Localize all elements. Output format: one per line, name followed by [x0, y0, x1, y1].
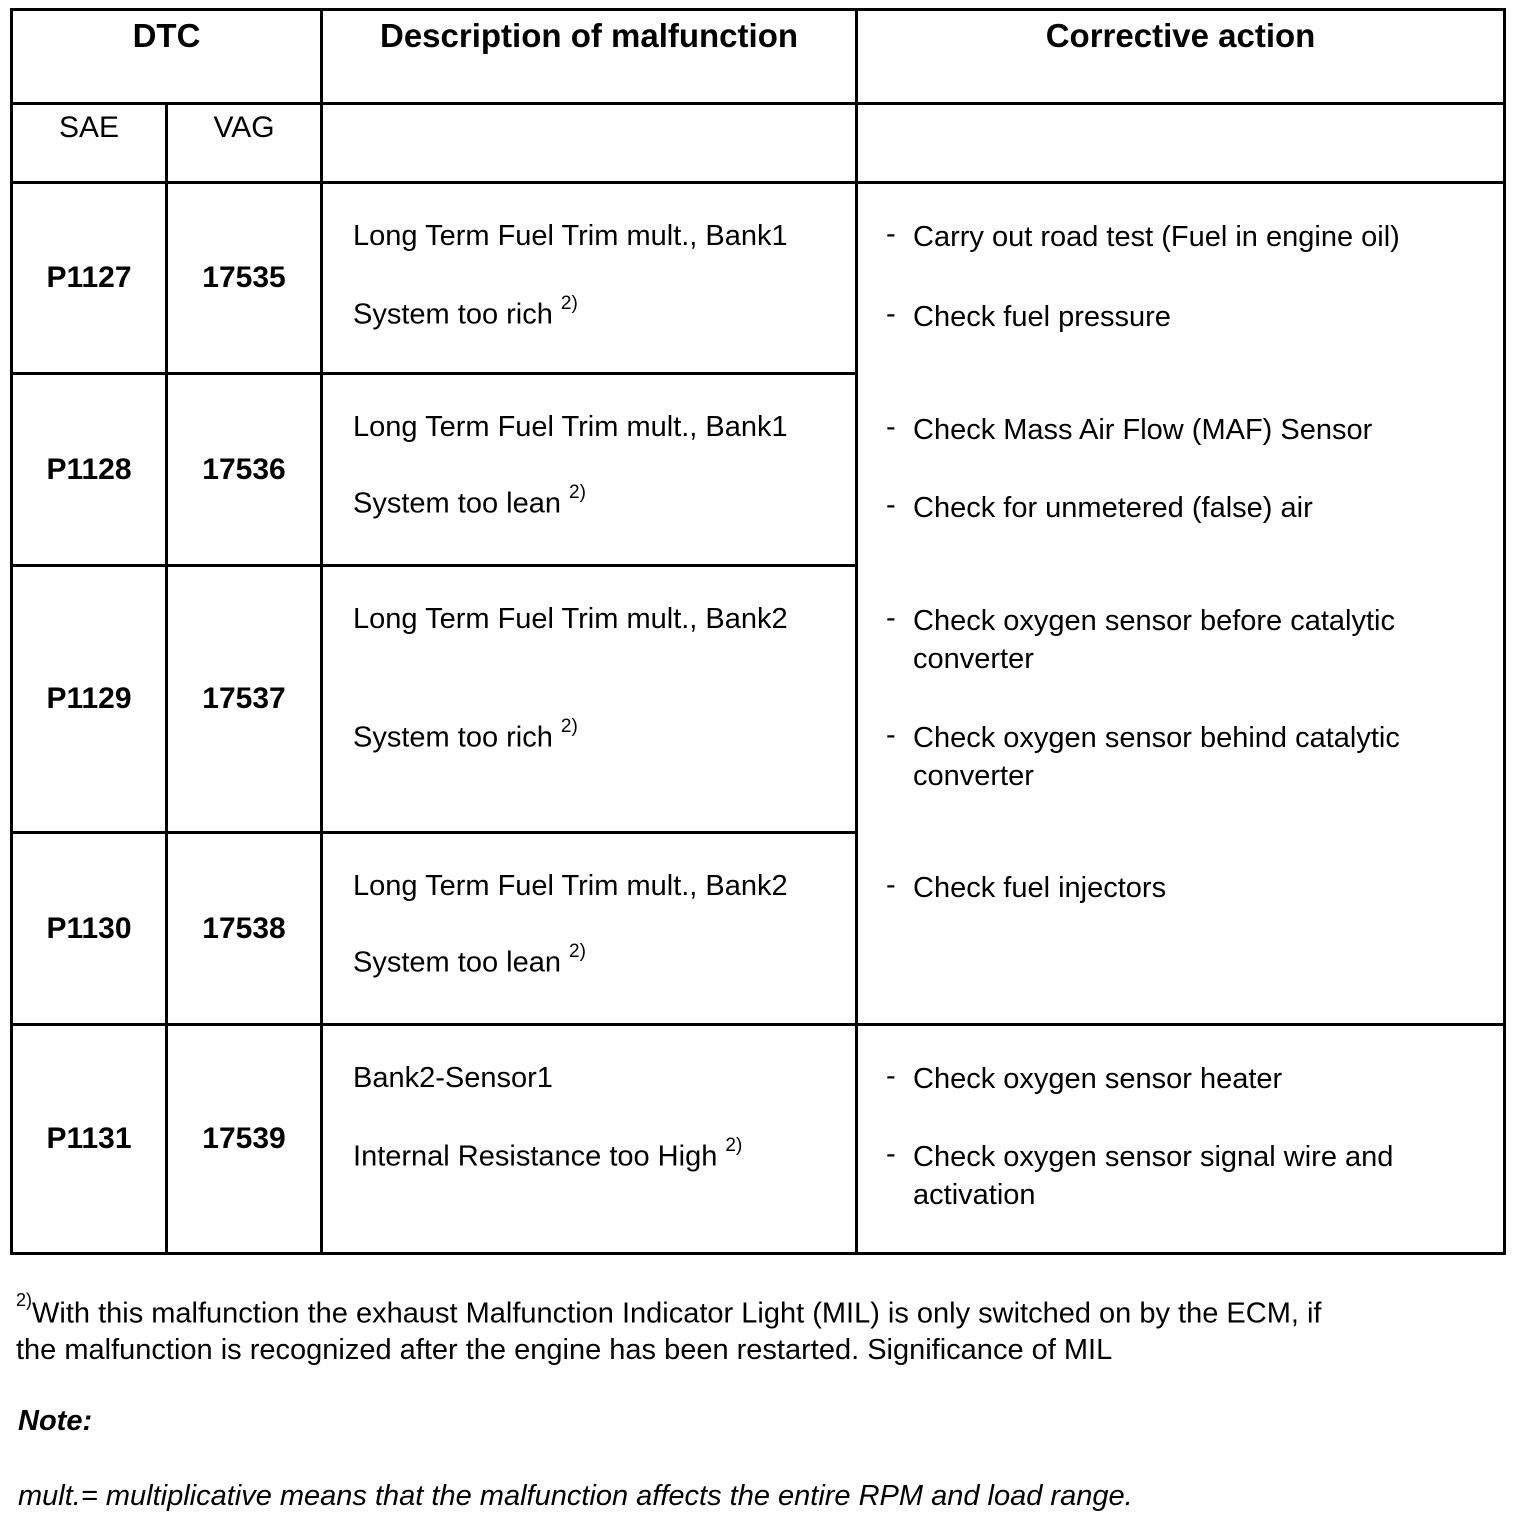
sae-code: P1130	[12, 833, 167, 1025]
description-line: Bank2-Sensor1	[353, 1062, 553, 1094]
description-cell	[322, 566, 857, 833]
vag-code: 17539	[167, 1025, 322, 1254]
action-item: - Check oxygen sensor before catalytic converter	[886, 602, 1395, 675]
description-line	[353, 1135, 855, 1174]
corrective-action-cell	[857, 183, 1505, 1025]
action-subheader	[857, 104, 1505, 183]
description-line	[353, 941, 855, 980]
description-cell	[322, 183, 857, 374]
footnote-ref: 2)	[725, 1135, 743, 1156]
vag-code: 17538	[167, 833, 322, 1025]
description-cell	[322, 1025, 857, 1254]
description-subheader	[322, 104, 857, 183]
sae-code: P1128	[12, 374, 167, 566]
sae-code: P1127	[12, 183, 167, 374]
description-line: Long Term Fuel Trim mult., Bank2	[353, 870, 788, 902]
description-line	[353, 716, 855, 755]
action-item: - Check oxygen sensor signal wire and activation	[886, 1138, 1394, 1211]
action-item: - Check fuel injectors	[886, 869, 1167, 904]
description-cell	[322, 374, 857, 566]
footnote-text: With this malfunction the exhaust Malfunction Indicator Light (MIL) is only switched on by the ECM, if the malfunction is recognized after the engine has been restarted. Significance of MIL	[16, 1297, 1322, 1366]
description-text: System too rich	[353, 298, 553, 331]
action-item: - Check oxygen sensor heater	[886, 1060, 1283, 1095]
description-line	[353, 482, 855, 521]
table-row	[12, 1025, 1505, 1254]
vag-code: 17537	[167, 566, 322, 833]
corrective-action-cell	[857, 1025, 1505, 1254]
dtc-header: DTC	[12, 10, 322, 104]
description-line: Long Term Fuel Trim mult., Bank1	[353, 220, 788, 252]
action-item: - Check Mass Air Flow (MAF) Sensor	[886, 411, 1373, 446]
vag-header: VAG	[167, 104, 322, 183]
footnote-ref: 2)	[560, 293, 578, 314]
sae-header: SAE	[12, 104, 167, 183]
description-line: Long Term Fuel Trim mult., Bank1	[353, 411, 788, 443]
sae-code: P1129	[12, 566, 167, 833]
action-item: - Check oxygen sensor behind catalytic converter	[886, 719, 1400, 792]
sae-code: P1131	[12, 1025, 167, 1254]
note-label: Note:	[18, 1405, 93, 1437]
description-header: Description of malfunction	[322, 10, 857, 104]
description-text: System too rich	[353, 721, 553, 754]
dtc-table	[10, 8, 1506, 1255]
description-text: System too lean	[353, 487, 561, 520]
description-line: Long Term Fuel Trim mult., Bank2	[353, 603, 788, 635]
footnote	[16, 1288, 1336, 1368]
description-text: Internal Resistance too High	[353, 1140, 718, 1173]
action-item: - Check for unmetered (false) air	[886, 489, 1313, 524]
footnote-ref: 2)	[569, 941, 586, 962]
vag-code: 17536	[167, 374, 322, 566]
action-item: - Check fuel pressure	[886, 298, 1171, 333]
action-header: Corrective action	[857, 10, 1505, 104]
table-row	[12, 183, 1505, 374]
description-text: System too lean	[353, 946, 561, 979]
description-line	[353, 293, 855, 332]
action-item: - Carry out road test (Fuel in engine oil)	[886, 218, 1400, 253]
footnote-ref: 2)	[569, 482, 586, 503]
vag-code: 17535	[167, 183, 322, 374]
description-cell	[322, 833, 857, 1025]
note-text: mult.= multiplicative means that the malfunction affects the entire RPM and load range.	[18, 1480, 1133, 1512]
footnote-ref: 2)	[560, 716, 578, 737]
footnote-mark: 2)	[16, 1290, 33, 1310]
